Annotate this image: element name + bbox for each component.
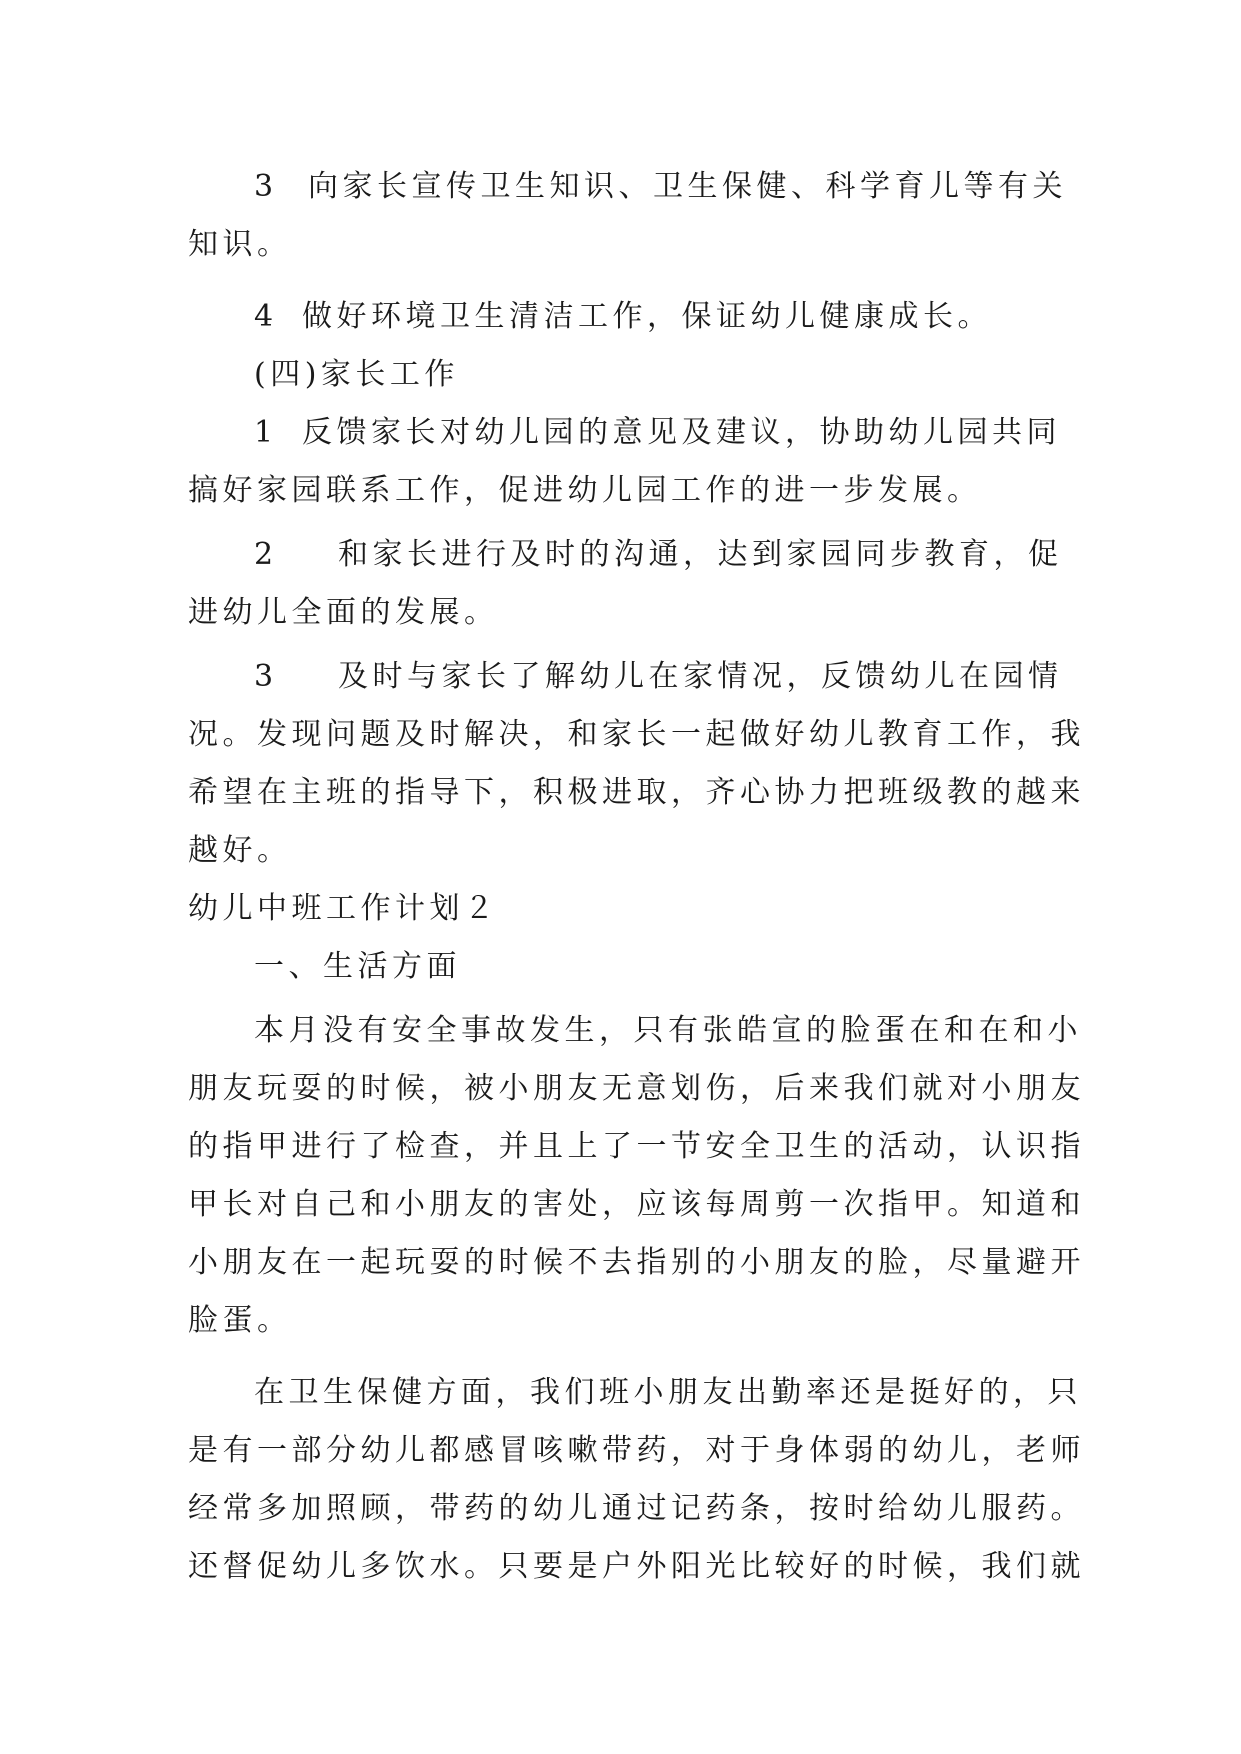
text-line bbox=[188, 1060, 1085, 1118]
text-line bbox=[188, 526, 1063, 584]
text-line bbox=[188, 1364, 1082, 1422]
line-text: 越好。 bbox=[188, 833, 292, 868]
line-text: 搞好家园联系工作，促进幼儿园工作的进一步发展。 bbox=[188, 473, 982, 508]
item-number: 3 bbox=[254, 659, 278, 694]
text-line bbox=[188, 216, 1060, 274]
text-line bbox=[188, 1118, 1085, 1176]
text-line bbox=[188, 1292, 1060, 1350]
line-text: 还督促幼儿多饮水。只要是户外阳光比较好的时候，我们就 bbox=[188, 1549, 1085, 1584]
line-text: (四)家长工作 bbox=[254, 357, 459, 392]
document-body bbox=[188, 158, 1085, 1596]
text-line bbox=[188, 288, 1060, 346]
line-text: 朋友玩耍的时候，被小朋友无意划伤，后来我们就对小朋友 bbox=[188, 1071, 1085, 1106]
line-text: 小朋友在一起玩耍的时候不去指别的小朋友的脸，尽量避开 bbox=[188, 1245, 1085, 1280]
line-text: 和家长进行及时的沟通，达到家园同步教育，促 bbox=[338, 537, 1063, 572]
item-number: 2 bbox=[254, 537, 278, 572]
text-line bbox=[188, 648, 1063, 706]
line-text: 的指甲进行了检查，并且上了一节安全卫生的活动，认识指 bbox=[188, 1129, 1085, 1164]
text-line bbox=[188, 404, 1060, 462]
line-text: 脸蛋。 bbox=[188, 1303, 292, 1338]
item-number: 3 bbox=[254, 169, 278, 204]
text-line bbox=[188, 1480, 1085, 1538]
text-line bbox=[188, 158, 1067, 216]
text-line bbox=[188, 1176, 1085, 1234]
text-line bbox=[188, 1234, 1085, 1292]
text-line bbox=[188, 1538, 1085, 1596]
document-subtitle bbox=[188, 880, 1060, 938]
section-heading bbox=[188, 346, 1060, 404]
line-text: 本月没有安全事故发生，只有张皓宣的脸蛋在和在和小 bbox=[254, 1013, 1082, 1048]
line-text: 在卫生保健方面，我们班小朋友出勤率还是挺好的，只 bbox=[254, 1375, 1082, 1410]
line-text: 向家长宣传卫生知识、卫生保健、科学育儿等有关 bbox=[308, 169, 1067, 204]
text-line bbox=[188, 584, 1060, 642]
section-heading bbox=[188, 938, 1060, 996]
line-text: 希望在主班的指导下，积极进取，齐心协力把班级教的越来 bbox=[188, 775, 1085, 810]
line-text: 知识。 bbox=[188, 227, 292, 262]
line-text: 是有一部分幼儿都感冒咳嗽带药，对于身体弱的幼儿，老师 bbox=[188, 1433, 1085, 1468]
text-line bbox=[188, 764, 1085, 822]
text-line bbox=[188, 462, 1060, 520]
line-text: 况。发现问题及时解决，和家长一起做好幼儿教育工作，我 bbox=[188, 717, 1085, 752]
line-text: 反馈家长对幼儿园的意见及建议，协助幼儿园共同 bbox=[302, 415, 1061, 450]
text-line bbox=[188, 706, 1085, 764]
item-number: 1 bbox=[254, 415, 278, 450]
line-text: 及时与家长了解幼儿在家情况，反馈幼儿在园情 bbox=[338, 659, 1063, 694]
line-text: 甲长对自己和小朋友的害处，应该每周剪一次指甲。知道和 bbox=[188, 1187, 1085, 1222]
item-number: 4 bbox=[254, 299, 278, 334]
line-text: 一、生活方面 bbox=[254, 949, 461, 984]
line-text: 幼儿中班工作计划２ bbox=[188, 891, 499, 926]
text-line bbox=[188, 822, 1060, 880]
line-text: 做好环境卫生清洁工作，保证幼儿健康成长。 bbox=[302, 299, 992, 334]
text-line bbox=[188, 1422, 1085, 1480]
text-line bbox=[188, 1002, 1082, 1060]
line-text: 进幼儿全面的发展。 bbox=[188, 595, 499, 630]
line-text: 经常多加照顾，带药的幼儿通过记药条，按时给幼儿服药。 bbox=[188, 1491, 1085, 1526]
